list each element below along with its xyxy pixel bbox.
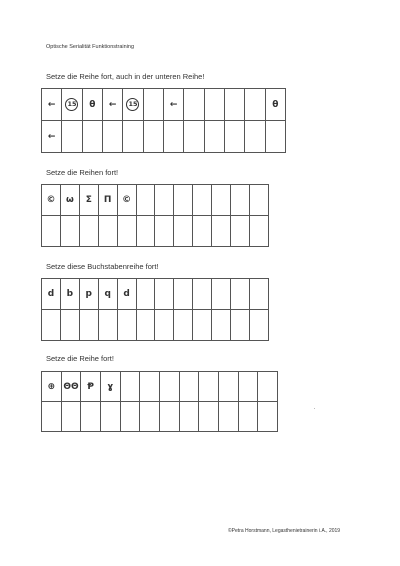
empty-cell[interactable]	[42, 310, 61, 341]
empty-cell[interactable]	[249, 185, 268, 216]
circled-number-icon: 15	[126, 98, 139, 111]
empty-cell[interactable]	[159, 402, 179, 432]
empty-cell[interactable]	[245, 89, 265, 121]
empty-cell[interactable]	[212, 310, 231, 341]
empty-cell[interactable]	[249, 216, 268, 247]
empty-cell[interactable]	[224, 121, 244, 153]
empty-cell[interactable]	[60, 310, 79, 341]
empty-cell[interactable]	[117, 216, 136, 247]
empty-cell[interactable]	[238, 372, 258, 402]
symbol-cell: θ	[265, 89, 285, 121]
page-footer: ©Petra Horstmann, Legasthenietrainerin i.A., 2019	[228, 528, 341, 534]
empty-cell[interactable]	[136, 185, 155, 216]
empty-cell[interactable]	[245, 121, 265, 153]
empty-cell[interactable]	[174, 185, 193, 216]
grid-row	[42, 279, 269, 310]
empty-cell[interactable]	[193, 185, 212, 216]
empty-cell[interactable]	[155, 185, 174, 216]
empty-cell[interactable]	[179, 372, 199, 402]
empty-cell[interactable]	[155, 279, 174, 310]
empty-cell[interactable]	[100, 402, 120, 432]
symbol-cell: ©	[117, 185, 136, 216]
empty-cell[interactable]	[258, 372, 278, 402]
empty-cell[interactable]	[42, 402, 62, 432]
empty-cell[interactable]	[258, 402, 278, 432]
empty-cell[interactable]	[62, 121, 82, 153]
symbol-cell: ©	[42, 185, 61, 216]
grid-row	[42, 402, 278, 432]
symbol-cell: ←	[163, 89, 183, 121]
symbol-cell: ←	[42, 121, 62, 153]
empty-cell[interactable]	[102, 121, 122, 153]
empty-cell[interactable]	[117, 310, 136, 341]
empty-cell[interactable]	[231, 185, 250, 216]
symbol-cell	[123, 89, 143, 121]
empty-cell[interactable]	[224, 89, 244, 121]
empty-cell[interactable]	[204, 121, 224, 153]
empty-cell[interactable]	[174, 216, 193, 247]
grid-row	[42, 372, 278, 402]
empty-cell[interactable]	[42, 216, 61, 247]
empty-cell[interactable]	[174, 279, 193, 310]
empty-cell[interactable]	[60, 216, 79, 247]
empty-cell[interactable]	[61, 402, 81, 432]
symbol-cell: ←	[42, 89, 62, 121]
empty-cell[interactable]	[199, 402, 219, 432]
empty-cell[interactable]	[231, 310, 250, 341]
empty-cell[interactable]	[120, 402, 140, 432]
empty-cell[interactable]	[143, 89, 163, 121]
empty-cell[interactable]	[212, 185, 231, 216]
grid-row	[42, 216, 269, 247]
empty-cell[interactable]	[193, 279, 212, 310]
empty-cell[interactable]	[143, 121, 163, 153]
circled-number-icon: 15	[65, 98, 78, 111]
exercise-grid-3	[41, 278, 269, 341]
exercise-grid-2	[41, 184, 269, 247]
symbol-cell: q	[98, 279, 117, 310]
empty-cell[interactable]	[120, 372, 140, 402]
empty-cell[interactable]	[212, 279, 231, 310]
empty-cell[interactable]	[159, 372, 179, 402]
instruction-3: Setze diese Buchstabenreihe fort!	[46, 262, 159, 271]
instruction-2: Setze die Reihen fort!	[46, 168, 119, 177]
empty-cell[interactable]	[265, 121, 285, 153]
empty-cell[interactable]	[98, 310, 117, 341]
symbol-cell: Σ	[79, 185, 98, 216]
empty-cell[interactable]	[140, 402, 160, 432]
page-header: Optische Serialität Funktionstraining	[46, 44, 135, 50]
symbol-cell: b	[60, 279, 79, 310]
grid-row	[42, 121, 286, 153]
empty-cell[interactable]	[231, 279, 250, 310]
grid-row	[42, 89, 286, 121]
grid-row	[42, 310, 269, 341]
empty-cell[interactable]	[193, 216, 212, 247]
empty-cell[interactable]	[212, 216, 231, 247]
symbol-cell: d	[42, 279, 61, 310]
empty-cell[interactable]	[98, 216, 117, 247]
empty-cell[interactable]	[218, 402, 238, 432]
empty-cell[interactable]	[163, 121, 183, 153]
exercise-grid-4	[41, 371, 278, 432]
empty-cell[interactable]	[231, 216, 250, 247]
symbol-cell: Π	[98, 185, 117, 216]
symbol-cell: Ᵽ	[81, 372, 101, 402]
instruction-4: Setze die Reihe fort!	[46, 354, 114, 363]
empty-cell[interactable]	[136, 279, 155, 310]
empty-cell[interactable]	[199, 372, 219, 402]
empty-cell[interactable]	[81, 402, 101, 432]
symbol-cell: p	[79, 279, 98, 310]
empty-cell[interactable]	[204, 89, 224, 121]
empty-cell[interactable]	[249, 310, 268, 341]
empty-cell[interactable]	[249, 279, 268, 310]
exercise-grid-1	[41, 88, 286, 153]
empty-cell[interactable]	[155, 216, 174, 247]
empty-cell[interactable]	[82, 121, 102, 153]
grid-row	[42, 185, 269, 216]
symbol-cell: ɣ	[100, 372, 120, 402]
symbol-cell: ω	[60, 185, 79, 216]
instruction-1: Setze die Reihe fort, auch in der unteren Reihe!	[46, 72, 205, 81]
symbol-cell: ←	[102, 89, 122, 121]
empty-cell[interactable]	[140, 372, 160, 402]
empty-cell[interactable]	[218, 372, 238, 402]
symbol-cell: d	[117, 279, 136, 310]
empty-cell[interactable]	[155, 310, 174, 341]
empty-cell[interactable]	[179, 402, 199, 432]
stray-mark	[314, 408, 315, 409]
empty-cell[interactable]	[123, 121, 143, 153]
empty-cell[interactable]	[184, 89, 204, 121]
symbol-cell: θ	[82, 89, 102, 121]
empty-cell[interactable]	[79, 216, 98, 247]
symbol-cell: ΘΘ	[61, 372, 81, 402]
empty-cell[interactable]	[79, 310, 98, 341]
symbol-cell: ⊕	[42, 372, 62, 402]
symbol-cell	[62, 89, 82, 121]
empty-cell[interactable]	[193, 310, 212, 341]
empty-cell[interactable]	[136, 216, 155, 247]
empty-cell[interactable]	[174, 310, 193, 341]
empty-cell[interactable]	[184, 121, 204, 153]
empty-cell[interactable]	[238, 402, 258, 432]
empty-cell[interactable]	[136, 310, 155, 341]
